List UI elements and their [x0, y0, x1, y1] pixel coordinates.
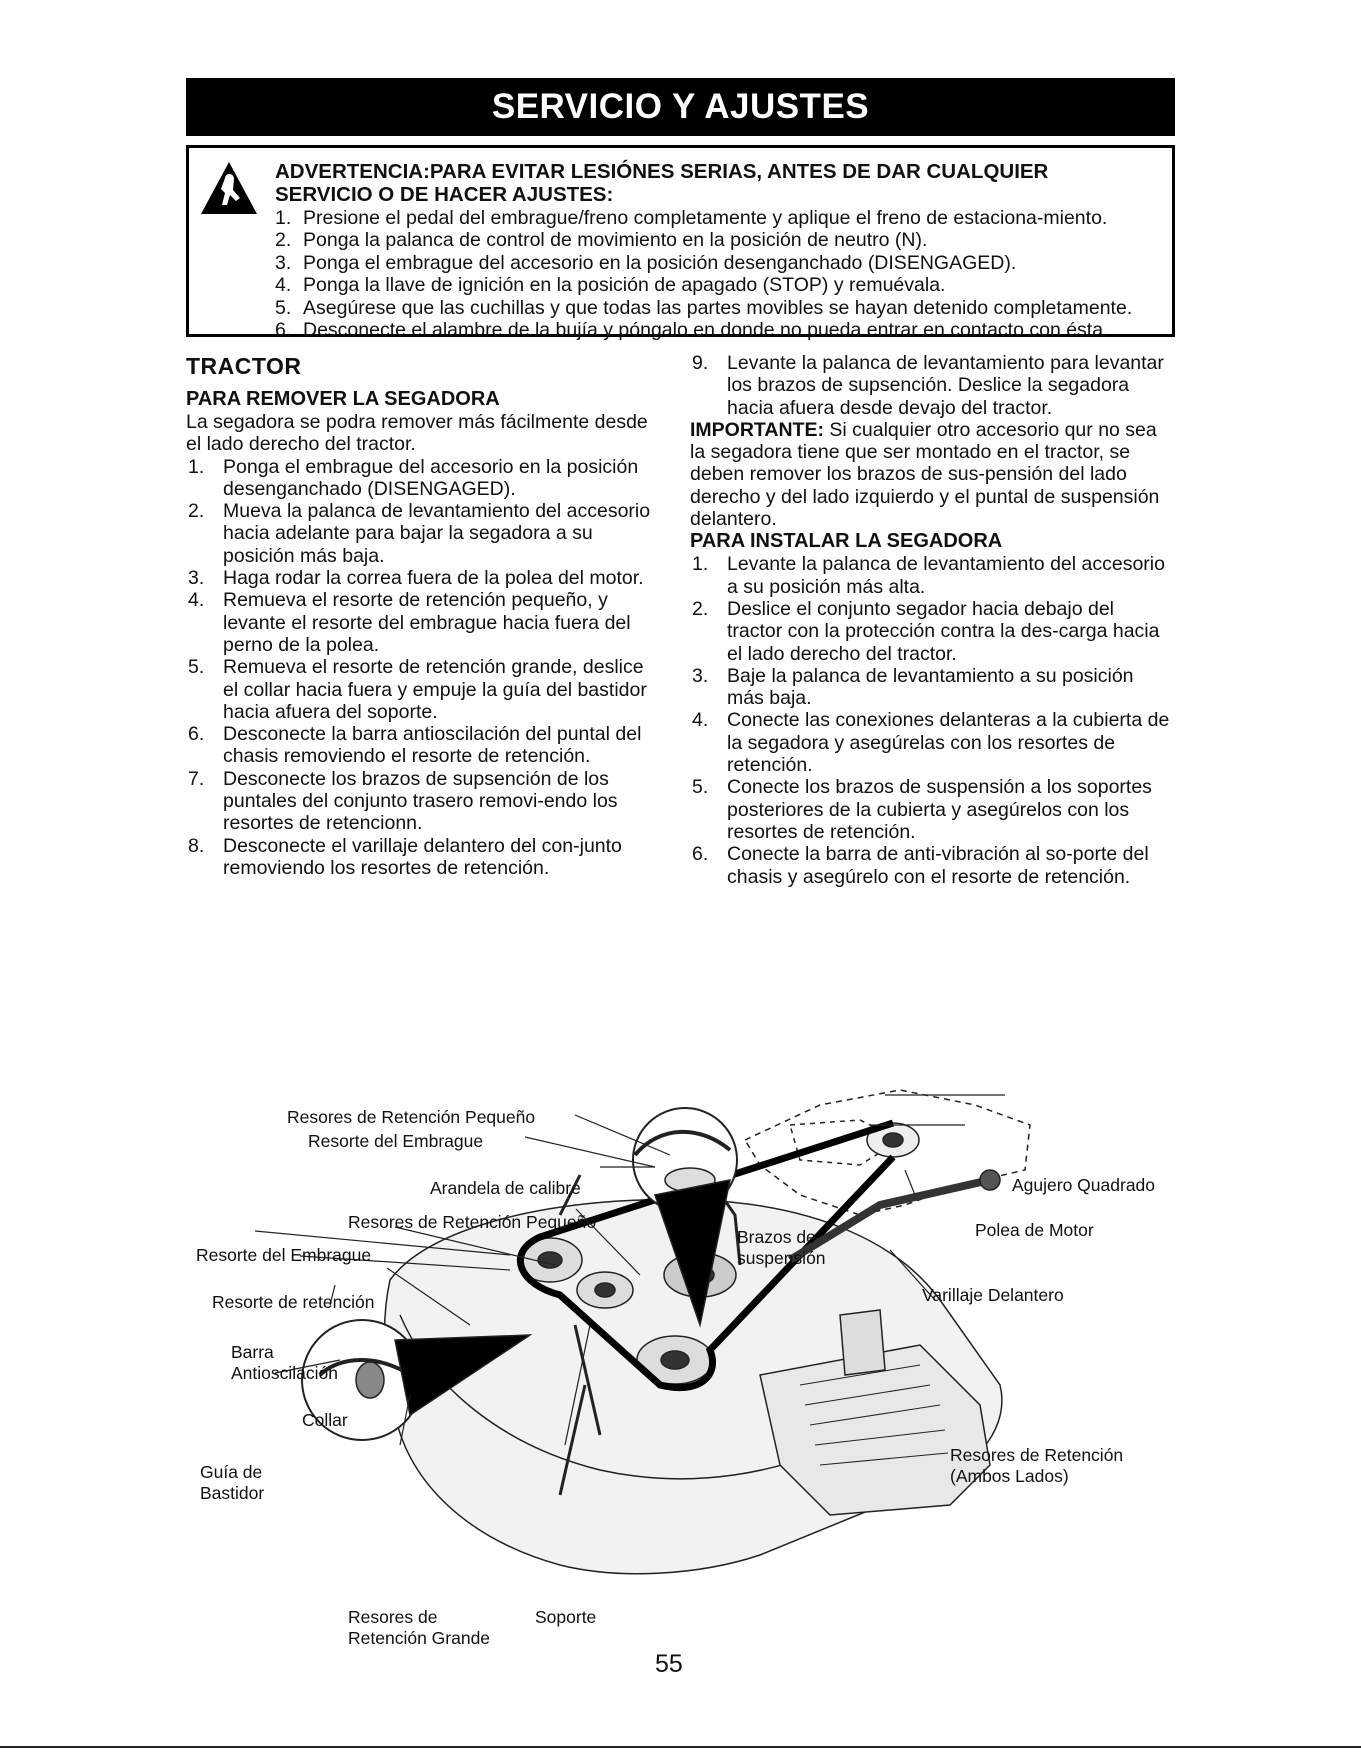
list-item — [186, 456, 664, 501]
step-number: 4. — [188, 589, 205, 612]
important-label: IMPORTANTE: — [690, 418, 824, 441]
list-item — [690, 665, 1170, 710]
right-column — [690, 352, 1170, 888]
list-item — [690, 776, 1170, 843]
step-number: 2. — [188, 500, 205, 523]
label-varillaje-delantero: Varillaje Delantero — [922, 1285, 1064, 1305]
subsection-title-remove: PARA REMOVER LA SEGADORA — [186, 388, 500, 410]
label-antioscilacion: Antioscilación — [231, 1363, 338, 1383]
step-number: 5. — [692, 776, 709, 799]
step-number: 4. — [692, 709, 709, 732]
list-item — [186, 567, 664, 589]
step-text: Desconecte los brazos de supsención de los puntales del conjunto trasero removi-endo los resortes de retencionn. — [223, 767, 618, 835]
warning-title-line2: SERVICIO O DE HACER AJUSTES: — [275, 183, 614, 206]
step-number: 3. — [275, 251, 292, 274]
step-number: 9. — [692, 352, 709, 374]
step-number: 6. — [188, 723, 205, 746]
list-item — [690, 709, 1170, 776]
warning-title-line1: ADVERTENCIA:PARA EVITAR LESIÓNES SERIAS, ANTES DE DAR CUALQUIER — [275, 160, 1049, 183]
important-text: Si cualquier otro accesorio qur no sea la segadora tiene que ser montado en el tractor, se deben remover los brazos de sus-pensión del lado derecho y del lado izquierdo y el puntal de suspensión delantero. — [690, 418, 1160, 531]
step-number: 6. — [692, 843, 709, 866]
step-number: 5. — [188, 656, 205, 679]
warning-title — [275, 160, 1155, 206]
label-resorte-embrague-top: Resorte del Embrague — [308, 1131, 484, 1151]
step-number: 6. — [275, 319, 292, 342]
warning-step — [275, 274, 1155, 296]
label-agujero-quadrado: Agujero Quadrado — [1012, 1175, 1156, 1195]
step-text: Remueva el resorte de retención grande, deslice el collar hacia fuera y empuje la guía del bastidor hacia afuera del soporte. — [223, 656, 647, 723]
label-resorte-embrague-left: Resorte del Embrague — [196, 1245, 372, 1265]
step-text: Desconecte el alambre de la bujía y póngalo en donde no pueda entrar en contacto con ésta. — [303, 319, 1109, 342]
label-polea-motor: Polea de Motor — [975, 1220, 1094, 1240]
step-text: Deslice el conjunto segador hacia debajo del tractor con la protección contra la des-carga hacia el lado derecho del tractor. — [727, 597, 1160, 665]
label-brazos-de: Brazos de — [737, 1227, 816, 1247]
step-text: Conecte las conexiones delanteras a la cubierta de la segadora y asegúrelas con los resortes de retención. — [727, 709, 1170, 777]
list-item — [186, 500, 664, 567]
step-text: Presione el pedal del embrague/freno completamente y aplique el freno de estaciona-miento. — [303, 207, 1108, 229]
step-number: 5. — [275, 296, 292, 319]
warning-step — [275, 252, 1155, 274]
page-banner — [186, 78, 1175, 136]
step-number: 2. — [692, 597, 709, 620]
step-text: Conecte los brazos de suspensión a los soportes posteriores de la cubierta y asegúrelos con los resortes de retención. — [727, 776, 1152, 843]
label-arandela: Arandela de calibre — [430, 1178, 581, 1198]
step-text: Remueva el resorte de retención pequeño, y levante el resorte del embrague hacia fuera del perno de la polea. — [223, 589, 631, 656]
bottom-rule — [0, 1746, 1361, 1748]
step-text: Mueva la palanca de levantamiento del accesorio hacia adelante para bajar la segadora a su posición más baja. — [223, 500, 651, 567]
mower-deck-figure — [0, 1085, 1361, 1675]
intro-paragraph: La segadora se podra remover más fácilmente desde el lado derecho del tractor. — [186, 411, 648, 456]
list-item — [690, 598, 1170, 665]
left-column — [186, 352, 664, 879]
step-text: Haga rodar la correa fuera de la polea del motor. — [223, 567, 644, 590]
mower-deck-illustration — [0, 1085, 1361, 1675]
step-number: 8. — [188, 834, 205, 857]
step-number: 4. — [275, 274, 292, 297]
label-resores-pequeno-mid: Resores de Retención Pequeño — [348, 1212, 597, 1232]
list-item — [186, 835, 664, 880]
list-item — [186, 589, 664, 656]
label-ambos-lados: (Ambos Lados) — [950, 1466, 1069, 1486]
label-soporte: Soporte — [535, 1607, 597, 1627]
step-number: 3. — [692, 664, 709, 687]
banner-title: SERVICIO Y AJUSTES — [491, 87, 870, 126]
label-resores-pequeno-top: Resores de Retención Pequeño — [287, 1107, 536, 1127]
page-number: 55 — [655, 1650, 683, 1678]
important-note — [690, 419, 1170, 530]
step-text: Conecte la barra de anti-vibración al so-porte del chasis y asegúrelo con el resorte de retención. — [727, 843, 1149, 888]
step-text: Desconecte el varillaje delantero del con-junto removiendo los resortes de retención. — [223, 834, 622, 879]
label-collar: Collar — [302, 1410, 348, 1430]
warning-step — [275, 207, 1155, 229]
install-steps — [690, 553, 1170, 887]
section-title: TRACTOR — [186, 353, 302, 379]
step-text: Ponga el embrague del accesorio en la posición desenganchado (DISENGAGED). — [223, 455, 639, 500]
warning-step — [275, 319, 1155, 341]
step-number: 1. — [692, 553, 709, 576]
label-resores-ambos: Resores de Retención — [950, 1445, 1124, 1465]
step-number: 3. — [188, 567, 205, 590]
remove-steps — [186, 456, 664, 880]
step-text: Asegúrese que las cuchillas y que todas las partes movibles se hayan detenido completamente. — [303, 296, 1133, 319]
step-number: 7. — [188, 767, 205, 790]
step-text: Ponga la llave de ignición en la posición de apagado (STOP) y remuévala. — [303, 274, 946, 297]
warning-steps — [275, 207, 1155, 341]
step-text: Levante la palanca de levantamiento para levantar los brazos de supsención. Deslice la segadora hacia afuera desde devajo del tractor. — [727, 352, 1164, 419]
warning-step — [275, 229, 1155, 251]
list-item — [690, 843, 1170, 888]
label-bastidor: Bastidor — [200, 1483, 265, 1503]
step-text: Ponga la palanca de control de movimiento en la posición de neutro (N). — [303, 229, 928, 252]
step-number: 2. — [275, 229, 292, 252]
label-barra: Barra — [231, 1342, 274, 1362]
list-item — [690, 553, 1170, 598]
remove-steps-continued — [690, 352, 1170, 419]
warning-triangle-icon — [199, 160, 259, 216]
step-number: 1. — [275, 207, 292, 229]
step-text: Levante la palanca de levantamiento del accesorio a su posición más alta. — [727, 553, 1165, 598]
list-item — [186, 768, 664, 835]
label-resores-grande: Resores de — [348, 1607, 438, 1627]
label-suspension: suspensión — [737, 1248, 826, 1268]
list-item — [690, 352, 1170, 419]
label-retencion-grande: Retención Grande — [348, 1628, 491, 1648]
step-text: Desconecte la barra antioscilación del puntal del chasis removiendo el resorte de retención. — [223, 723, 642, 768]
list-item — [186, 656, 664, 723]
warning-box — [186, 145, 1175, 342]
step-text: Baje la palanca de levantamiento a su posición más baja. — [727, 664, 1134, 710]
step-number: 1. — [188, 455, 205, 478]
label-guia-de: Guía de — [200, 1462, 263, 1482]
warning-step — [275, 297, 1155, 319]
subsection-title-install: PARA INSTALAR LA SEGADORA — [690, 530, 1003, 553]
label-resorte-retencion: Resorte de retención — [212, 1292, 375, 1312]
list-item — [186, 723, 664, 768]
step-text: Ponga el embrague del accesorio en la posición desenganchado (DISENGAGED). — [303, 251, 1017, 274]
